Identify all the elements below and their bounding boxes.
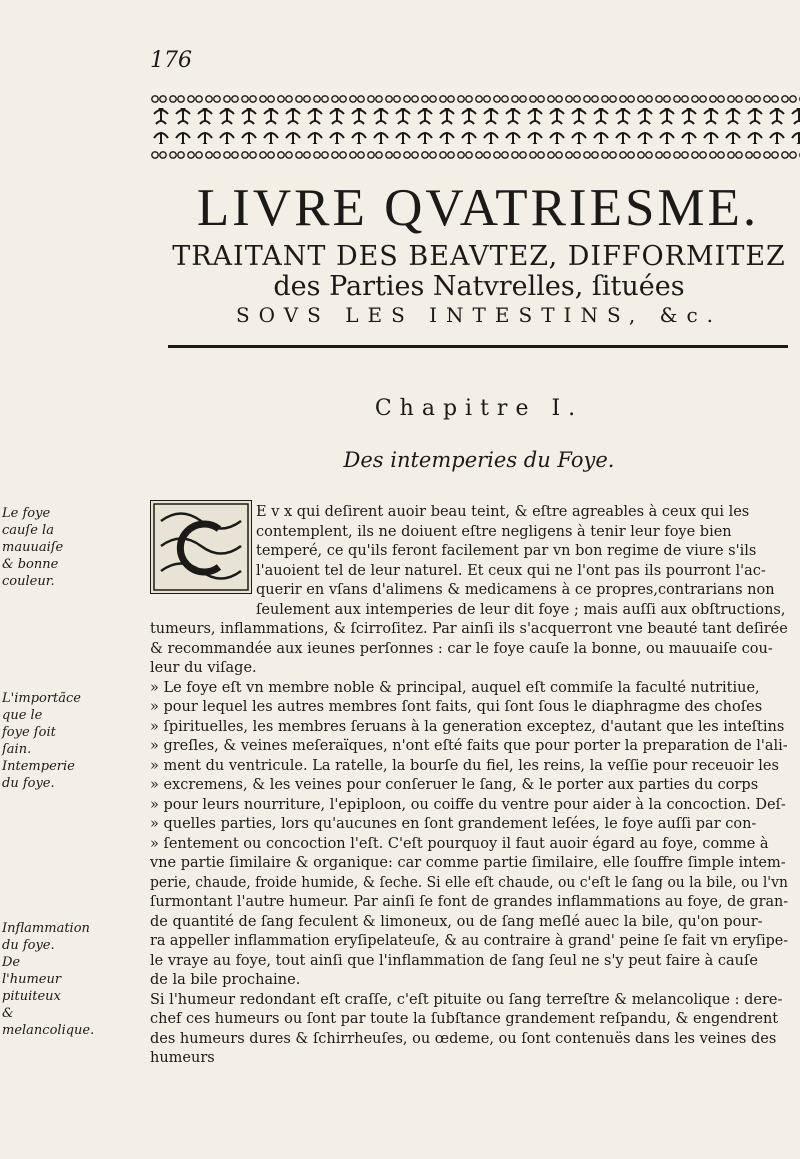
- body-line: leur du viſage.: [150, 660, 257, 676]
- body-line: perie, chaude, froide humide, & ſeche. Si elle eſt chaude, ou c'eſt le ſang ou la bile, ou l'vn: [150, 874, 788, 891]
- chapter-subtitle: Des intemperies du Foye.: [343, 448, 615, 472]
- body-line: Si l'humeur redondant eſt craſſe, c'eſt pituite ou ſang terreſtre & melancolique : dere-: [150, 991, 783, 1008]
- body-line: ſeulement aux intemperies de leur dit foye ; mais auſſi aux obſtructions,: [256, 601, 786, 618]
- body-line: » excremens, & les veines pour conſeruer le ſang, & le porter aux parties du corps: [150, 777, 759, 793]
- book-title: LIVRE QVATRIESME.: [196, 179, 760, 237]
- body-line: ſurmontant l'autre humeur. Par ainſi ſe font de grandes inflammations au foye, de gran-: [150, 894, 789, 910]
- body-line: le vraye au foye, tout ainſi que l'inflammation de ſang ſeul ne s'y peut faire à cauſe: [150, 952, 758, 969]
- body-line: » pour lequel les autres membres ſont faits, qui ſont ſous le diaphragme des choſes: [150, 699, 763, 715]
- body-line: vne partie ſimilaire & organique: car comme partie ſimilaire, elle ſouffre ſimple intem-: [150, 855, 786, 871]
- body-line: de quantité de ſang feculent & limoneux, ou de ſang meſlé auec la bile, qu'on pour-: [150, 913, 763, 930]
- margin-note-foye-couleur: Le foye cauſe la mauuaiſe & bonne couleur.: [2, 506, 64, 589]
- body-line: de la bile prochaine.: [150, 972, 301, 988]
- body-line: & recommandée aux ieunes perſonnes : car le foye cauſe la bonne, ou mauuaiſe cou-: [150, 640, 773, 657]
- body-line: » greſles, & veines meſeraïques, n'ont eſté faits que pour porter la preparation de l'ali-: [150, 738, 788, 754]
- decorated-initial-icon: [150, 500, 252, 594]
- body-line: E v x qui deſirent auoir beau teint, & eſtre agreables à ceux qui les: [256, 504, 750, 520]
- body-line: » Le foye eſt vn membre noble & principal, auquel eſt commiſe la faculté nutritiue,: [150, 679, 760, 696]
- body-line: chef ces humeurs ou ſont par toute la ſubſtance grandement reſpandu, & engendrent: [150, 1011, 779, 1027]
- subtitle-line-1: TRAITANT DES BEAVTEZ, DIFFORMITEZ: [172, 241, 786, 272]
- margin-note-inflammation: Inflammation du foye. De l'humeur pituiteux & melancolique.: [2, 921, 95, 1038]
- body-line: humeurs: [150, 1050, 215, 1066]
- page-number: 176: [150, 48, 192, 73]
- subtitle-line-3: SOVS LES INTESTINS, &c.: [235, 303, 723, 327]
- body-line: querir en vſans d'alimens & medicamens à ce propres,contrarians non: [256, 582, 775, 598]
- margin-note-importance-foye: L'importãce que le foye ſoit ſain. Intemperie du foye.: [2, 691, 82, 791]
- title-rule-divider: [168, 345, 788, 348]
- headpiece-ornament-icon: [150, 92, 800, 164]
- body-line: ra appeller inflammation eryſipelateuſe, & au contraire à grand' peine ſe fait vn eryſipe-: [150, 933, 789, 949]
- body-line: » pour leurs nourriture, l'epiploon, ou coiffe du ventre pour aider à la concoction. Deſ-: [150, 796, 786, 813]
- body-line: temperé, ce qu'ils feront facilement par vn bon regime de viure s'ils: [256, 543, 757, 559]
- body-line: » ſpirituelles, les membres ſeruans à la generation exceptez, d'autant que les inteſtins: [150, 718, 785, 735]
- body-line: tumeurs, inflammations, & ſcirroſitez. Par ainſi ils s'acquerront vne beauté tant deſirée: [150, 621, 788, 637]
- body-line: » ſentement ou concoction l'eſt. C'eſt pourquoy il faut auoir égard au foye, comme à: [150, 835, 769, 852]
- body-line: » ment du ventricule. La ratelle, la bourſe du fiel, les reins, la veſſie pour receuoir les: [150, 757, 779, 774]
- chapter-heading: Chapitre I.: [374, 396, 584, 421]
- body-line: contemplent, ils ne doiuent eſtre negligens à tenir leur foye bien: [256, 523, 732, 540]
- body-line: l'auoient tel de leur naturel. Et ceux qui ne l'ont pas ils pourront l'ac-: [256, 562, 766, 579]
- subtitle-line-2: des Parties Natvrelles, ſituées: [273, 271, 685, 302]
- body-line: » quelles parties, lors qu'aucunes en ſont grandement leſées, le foye auſſi par con-: [150, 816, 757, 832]
- body-line: des humeurs dures & ſchirrheuſes, ou œdeme, ou ſont contenuës dans les veines des: [150, 1030, 777, 1047]
